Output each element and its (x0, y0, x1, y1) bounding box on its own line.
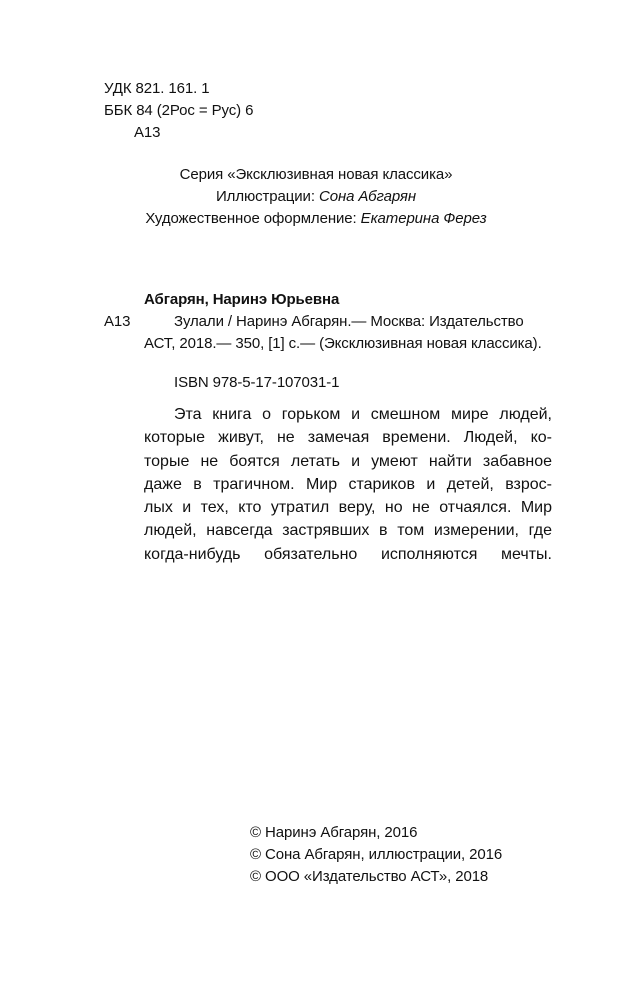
author-mark-catalog: А13 (104, 313, 131, 330)
catalog-description-line-1: Зулали / Наринэ Абгарян.— Москва: Издательство (174, 313, 524, 330)
illustrations-label: Иллюстрации: (215, 188, 319, 205)
illustrations-line (0, 187, 632, 207)
author-mark-top: А13 (134, 124, 161, 141)
catalog-author: Абгарян, Наринэ Юрьевна (144, 291, 340, 308)
abstract-line: торые не боятся летать и умеют найти забавное (144, 452, 552, 470)
abstract-line: Эта книга о горьком и смешном мире людей, (174, 406, 552, 423)
abstract-line: которые живут, не замечая времени. Людей, ко- (144, 429, 552, 447)
copyright-author: © Наринэ Абгарян, 2016 (250, 824, 418, 841)
abstract-line: людей, навсегда застрявших в том измерении, где (144, 522, 552, 540)
book-abstract (144, 403, 552, 566)
abstract-line: даже в трагичном. Мир стариков и детей, взрос- (144, 475, 552, 493)
copyright-illustrations: © Сона Абгарян, иллюстрации, 2016 (250, 846, 503, 863)
designer-name: Екатерина Ферез (360, 210, 487, 227)
abstract-line: лых и тех, кто утратил веру, но не отчаялся. Мир (144, 499, 552, 517)
catalog-description-line-2: АСТ, 2018.— 350, [1] с.— (Эксклюзивная новая классика). (144, 335, 542, 352)
illustrator-name: Сона Абгарян (318, 188, 416, 205)
copyright-publisher: © ООО «Издательство АСТ», 2018 (250, 868, 489, 885)
udk-code: УДК 821. 161. 1 (104, 80, 210, 97)
isbn: ISBN 978-5-17-107031-1 (174, 374, 340, 391)
bbk-code: ББК 84 (2Рос = Рус) 6 (104, 102, 254, 119)
design-line (0, 209, 632, 229)
series-line: Серия «Эксклюзивная новая классика» (179, 166, 453, 183)
design-label: Художественное оформление: (145, 210, 361, 227)
abstract-line: когда-нибудь обязательно исполняются мечты. (144, 545, 552, 563)
